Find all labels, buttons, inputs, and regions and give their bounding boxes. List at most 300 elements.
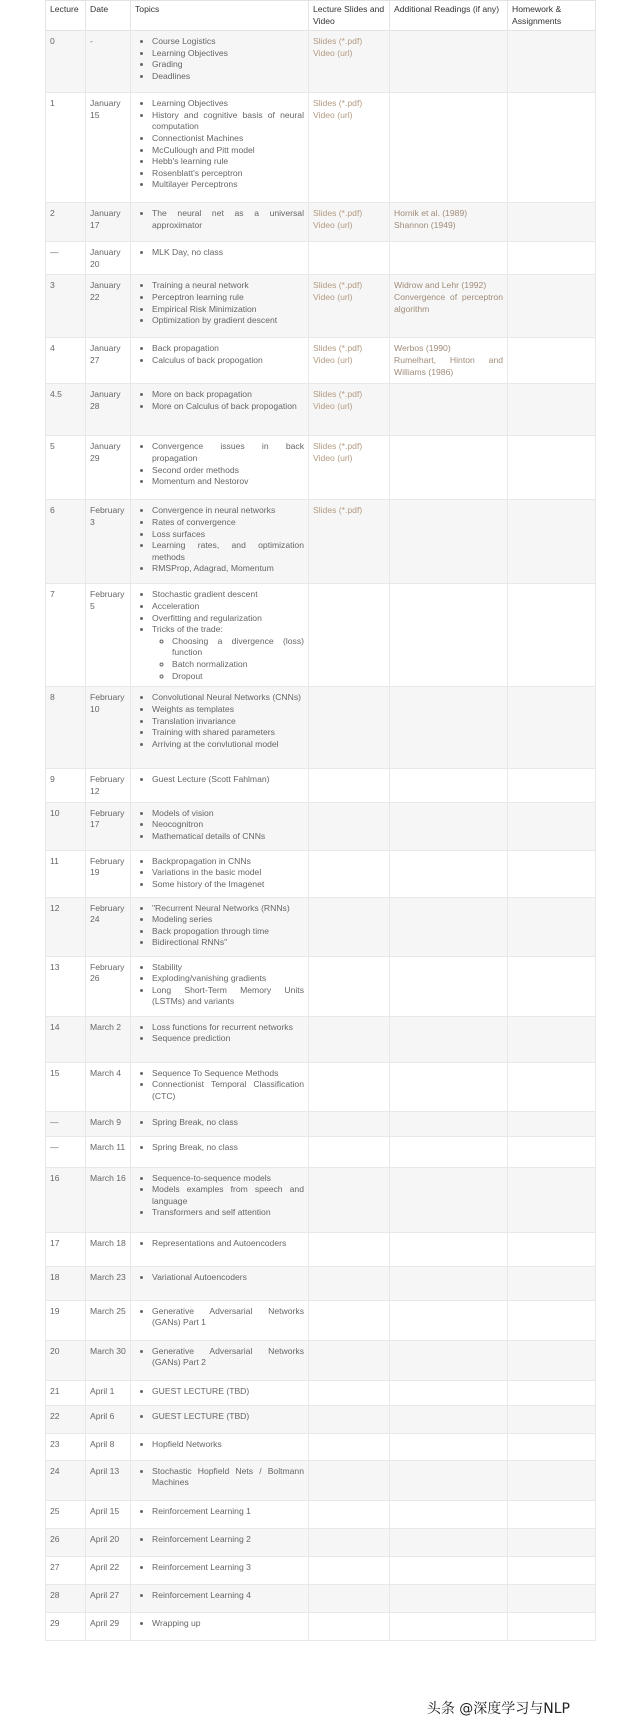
topics-cell	[131, 1528, 309, 1556]
lecture-number-cell: 14	[46, 1016, 86, 1062]
topic-text: Learning Objectives	[152, 47, 228, 58]
readings-cell	[390, 1340, 508, 1380]
header-homework: Homework & Assignments	[508, 1, 596, 31]
slides-video-cell	[309, 1340, 390, 1380]
table-row	[46, 769, 596, 802]
slides-link[interactable]: Slides (*.pdf)	[313, 343, 363, 354]
topics-list	[135, 389, 304, 412]
video-link[interactable]: Video (url)	[313, 47, 353, 58]
topic-item	[152, 1590, 304, 1602]
topic-text: More on back propagation	[152, 389, 252, 400]
topic-item	[152, 601, 304, 613]
topic-item	[152, 1618, 304, 1630]
homework-cell	[508, 802, 596, 850]
slides-video-cell	[309, 436, 390, 500]
topic-text: Back propogation through time	[152, 925, 270, 936]
topic-item	[152, 985, 304, 1008]
video-link[interactable]: Video (url)	[313, 291, 353, 302]
reading-link[interactable]: Shannon (1949)	[394, 219, 456, 230]
lecture-number-cell: 13	[46, 956, 86, 1016]
date-cell: April 8	[86, 1433, 131, 1460]
lecture-number-cell: 4.5	[46, 384, 86, 436]
topic-item	[152, 343, 304, 355]
date-cell: March 30	[86, 1340, 131, 1380]
slides-video-cell	[309, 1232, 390, 1266]
topic-text: Long Short-Term Memory Units (LSTMs) and variants	[152, 984, 304, 1007]
topics-cell	[131, 1612, 309, 1640]
slides-video-cell	[309, 1380, 390, 1405]
slides-link[interactable]: Slides (*.pdf)	[313, 505, 363, 516]
table-row	[46, 500, 596, 584]
slides-video-cell	[309, 1111, 390, 1136]
table-row	[46, 1300, 596, 1340]
date-cell: February 3	[86, 500, 131, 584]
slides-video-cell	[309, 1062, 390, 1111]
topic-text: Weights as templates	[152, 703, 234, 714]
header-row	[46, 1, 596, 31]
lecture-number-cell: 6	[46, 500, 86, 584]
header-date: Date	[86, 1, 131, 31]
topic-text: Variations in the basic model	[152, 867, 262, 878]
date-cell: February 12	[86, 769, 131, 802]
lecture-number-cell: 26	[46, 1528, 86, 1556]
topic-text: Convolutional Neural Networks (CNNs)	[152, 692, 302, 703]
topic-text: Models of vision	[152, 807, 214, 818]
topic-text: Reinforcement Learning 4	[152, 1589, 251, 1600]
date-cell: March 18	[86, 1232, 131, 1266]
readings-cell	[390, 802, 508, 850]
date-cell: April 13	[86, 1460, 131, 1500]
date-cell: January 20	[86, 242, 131, 275]
readings-cell	[390, 1136, 508, 1167]
topics-list	[135, 774, 304, 786]
topic-text: Generative Adversarial Networks (GANs) Part 2	[152, 1345, 304, 1368]
slides-video-cell	[309, 93, 390, 203]
slides-video-cell	[309, 1584, 390, 1612]
topic-item	[152, 1506, 304, 1518]
topic-item	[152, 1411, 304, 1423]
topics-list	[135, 1142, 304, 1154]
topic-item	[152, 926, 304, 938]
lecture-number-cell: 1	[46, 93, 86, 203]
readings-cell	[390, 1266, 508, 1300]
topic-item	[152, 389, 304, 401]
date-cell: April 29	[86, 1612, 131, 1640]
lecture-number-cell: 27	[46, 1556, 86, 1584]
topic-text: Learning rates, and optimization methods	[152, 540, 304, 562]
slides-video-cell	[309, 956, 390, 1016]
topic-item	[152, 879, 304, 891]
topic-text: Exploding/vanishing gradients	[152, 973, 267, 984]
homework-cell	[508, 897, 596, 956]
topic-text: Learning Objectives	[152, 98, 228, 109]
topic-text: Grading	[152, 59, 183, 70]
topic-item	[152, 145, 304, 157]
topics-cell	[131, 436, 309, 500]
topic-item	[152, 727, 304, 739]
homework-cell	[508, 1062, 596, 1111]
homework-cell	[508, 1300, 596, 1340]
topic-item	[152, 110, 304, 133]
readings-cell	[390, 1584, 508, 1612]
topics-cell	[131, 1584, 309, 1612]
table-row	[46, 897, 596, 956]
homework-cell	[508, 1584, 596, 1612]
homework-cell	[508, 338, 596, 384]
topics-list	[135, 1466, 304, 1489]
topic-item	[152, 819, 304, 831]
lecture-number-cell: 12	[46, 897, 86, 956]
topics-cell	[131, 500, 309, 584]
slides-video-cell	[309, 584, 390, 687]
readings-cell	[390, 242, 508, 275]
header-lecture: Lecture	[46, 1, 86, 31]
topics-cell	[131, 1500, 309, 1528]
topics-list	[135, 808, 304, 843]
slides-video-cell	[309, 1300, 390, 1340]
topics-list	[135, 247, 304, 259]
table-row	[46, 1340, 596, 1380]
readings-cell	[390, 1612, 508, 1640]
slides-link[interactable]: Slides (*.pdf)	[313, 98, 363, 109]
date-cell: April 6	[86, 1405, 131, 1433]
video-link[interactable]: Video (url)	[313, 354, 353, 365]
readings-cell	[390, 1016, 508, 1062]
lecture-number-cell: 18	[46, 1266, 86, 1300]
topic-item	[152, 1562, 304, 1574]
homework-cell	[508, 275, 596, 338]
video-link[interactable]: Video (url)	[313, 452, 353, 463]
topic-text: Reinforcement Learning 2	[152, 1533, 251, 1544]
topics-list	[135, 856, 304, 891]
topics-cell	[131, 1111, 309, 1136]
slides-link[interactable]: Slides (*.pdf)	[313, 280, 363, 291]
lecture-number-cell: 2	[46, 203, 86, 242]
topics-list	[135, 1068, 304, 1103]
slides-video-cell	[309, 500, 390, 584]
topics-list	[135, 505, 304, 575]
topic-text: Loss surfaces	[152, 528, 206, 539]
topics-list	[135, 903, 304, 949]
topic-item	[152, 716, 304, 728]
readings-cell	[390, 1062, 508, 1111]
slides-video-cell	[309, 1500, 390, 1528]
topic-text: GUEST LECTURE (TBD)	[152, 1385, 250, 1396]
topic-text: Sequence-to-sequence models	[152, 1172, 271, 1183]
topics-list	[135, 1534, 304, 1546]
reading-link[interactable]: Hornik et al. (1989)	[394, 208, 468, 219]
topic-text: Bidirectional RNNs"	[152, 937, 228, 948]
homework-cell	[508, 1556, 596, 1584]
readings-cell	[390, 1232, 508, 1266]
topic-item	[152, 168, 304, 180]
topic-item	[152, 704, 304, 716]
date-cell: February 24	[86, 897, 131, 956]
topic-text: Arriving at the convlutional model	[152, 738, 279, 749]
homework-cell	[508, 584, 596, 687]
topic-item	[152, 808, 304, 820]
topic-text: Perceptron learning rule	[152, 291, 244, 302]
topic-item	[152, 1068, 304, 1080]
topic-item	[152, 280, 304, 292]
topic-text: Connectionist Machines	[152, 132, 244, 143]
topics-cell	[131, 1556, 309, 1584]
readings-cell	[390, 1433, 508, 1460]
topic-text: Convergence in neural networks	[152, 505, 276, 516]
topics-list	[135, 1238, 304, 1250]
video-link[interactable]: Video (url)	[313, 219, 353, 230]
homework-cell	[508, 1232, 596, 1266]
topics-list	[135, 1562, 304, 1574]
topics-cell	[131, 275, 309, 338]
lecture-number-cell: 19	[46, 1300, 86, 1340]
readings-cell	[390, 31, 508, 93]
topic-item	[152, 1386, 304, 1398]
homework-cell	[508, 1500, 596, 1528]
topics-cell	[131, 769, 309, 802]
topics-list	[135, 1439, 304, 1451]
homework-cell	[508, 1340, 596, 1380]
topic-item	[152, 465, 304, 477]
readings-cell	[390, 850, 508, 897]
slides-video-cell	[309, 1016, 390, 1062]
topics-list	[135, 1022, 304, 1045]
table-row	[46, 1612, 596, 1640]
lecture-number-cell: 24	[46, 1460, 86, 1500]
topic-item	[152, 505, 304, 517]
topics-list	[135, 1411, 304, 1423]
topic-item	[152, 98, 304, 110]
slides-video-cell	[309, 687, 390, 769]
header-additional-readings: Additional Readings (if any)	[390, 1, 508, 31]
homework-cell	[508, 1460, 596, 1500]
topic-text: Rosenblatt's perceptron	[152, 167, 243, 178]
topic-item	[152, 529, 304, 541]
topics-list	[135, 692, 304, 750]
slides-video-cell	[309, 1136, 390, 1167]
date-cell: February 5	[86, 584, 131, 687]
topic-text: Hebb's learning rule	[152, 156, 229, 167]
readings-cell	[390, 1111, 508, 1136]
topic-text: Translation invariance	[152, 715, 236, 726]
topics-list	[135, 98, 304, 191]
lecture-number-cell: —	[46, 242, 86, 275]
topic-text: Back propagation	[152, 343, 219, 354]
topics-cell	[131, 1136, 309, 1167]
topics-list	[135, 280, 304, 326]
topic-text: Sequence To Sequence Methods	[152, 1067, 279, 1078]
table-row	[46, 384, 596, 436]
topic-text: Hopfield Networks	[152, 1438, 222, 1449]
lecture-number-cell: 3	[46, 275, 86, 338]
homework-cell	[508, 1612, 596, 1640]
table-row	[46, 1584, 596, 1612]
reading-link[interactable]: Rumelhart, Hinton and Williams (1986)	[394, 354, 503, 377]
table-row	[46, 850, 596, 897]
homework-cell	[508, 1016, 596, 1062]
topic-item	[152, 739, 304, 751]
topic-item	[152, 867, 304, 879]
topic-item	[152, 1439, 304, 1451]
topic-item	[152, 1117, 304, 1129]
topic-text: Transformers and self attention	[152, 1207, 271, 1218]
topics-cell	[131, 687, 309, 769]
course-schedule-table	[45, 0, 596, 1641]
table-row	[46, 1460, 596, 1500]
topics-cell	[131, 1380, 309, 1405]
date-cell: February 19	[86, 850, 131, 897]
topics-cell	[131, 1232, 309, 1266]
topic-item	[152, 1466, 304, 1489]
topic-item	[152, 1346, 304, 1369]
topics-list	[135, 1173, 304, 1219]
subtopic-item: ◦ Dropout	[172, 671, 304, 683]
topics-cell	[131, 584, 309, 687]
readings-cell	[390, 384, 508, 436]
slides-video-cell	[309, 242, 390, 275]
topics-list	[135, 1590, 304, 1602]
table-row	[46, 436, 596, 500]
table-row	[46, 203, 596, 242]
topic-item	[152, 1033, 304, 1045]
readings-cell	[390, 1167, 508, 1232]
topic-item	[152, 401, 304, 413]
slides-video-cell	[309, 1460, 390, 1500]
topic-item	[152, 774, 304, 786]
topics-cell	[131, 897, 309, 956]
topic-item	[152, 247, 304, 259]
topics-cell	[131, 1340, 309, 1380]
topic-item	[152, 613, 304, 625]
table-row	[46, 1016, 596, 1062]
topic-text: Empirical Risk Minimization	[152, 303, 257, 314]
date-cell: February 17	[86, 802, 131, 850]
topic-item	[152, 133, 304, 145]
slides-video-cell	[309, 1266, 390, 1300]
topics-cell	[131, 1300, 309, 1340]
topics-cell	[131, 1266, 309, 1300]
slides-video-cell	[309, 897, 390, 956]
video-link[interactable]: Video (url)	[313, 400, 353, 411]
topic-text: GUEST LECTURE (TBD)	[152, 1410, 250, 1421]
reading-link[interactable]: Werbos (1990)	[394, 343, 451, 354]
readings-cell	[390, 584, 508, 687]
topics-cell	[131, 1405, 309, 1433]
table-row	[46, 1500, 596, 1528]
homework-cell	[508, 500, 596, 584]
topic-text: Reinforcement Learning 3	[152, 1561, 251, 1572]
reading-link[interactable]: Convergence of perceptron algorithm	[394, 291, 503, 314]
topic-item	[152, 589, 304, 601]
topic-text: Neocognitron	[152, 819, 204, 830]
readings-cell	[390, 956, 508, 1016]
topic-item	[152, 914, 304, 926]
lecture-number-cell: 25	[46, 1500, 86, 1528]
table-row	[46, 1167, 596, 1232]
readings-cell	[390, 1380, 508, 1405]
topic-text: Tricks of the trade:	[152, 624, 223, 635]
date-cell: March 4	[86, 1062, 131, 1111]
homework-cell	[508, 436, 596, 500]
lecture-number-cell: 0	[46, 31, 86, 93]
date-cell: February 26	[86, 956, 131, 1016]
topics-list	[135, 1386, 304, 1398]
slides-link[interactable]: Slides (*.pdf)	[313, 36, 363, 47]
homework-cell	[508, 1380, 596, 1405]
topics-list	[135, 962, 304, 1008]
readings-cell	[390, 500, 508, 584]
readings-cell	[390, 1300, 508, 1340]
readings-cell	[390, 1556, 508, 1584]
table-row	[46, 31, 596, 93]
lecture-number-cell: 7	[46, 584, 86, 687]
slides-link[interactable]: Slides (*.pdf)	[313, 441, 363, 452]
slides-video-cell	[309, 384, 390, 436]
homework-cell	[508, 687, 596, 769]
table-header	[46, 1, 596, 31]
lecture-number-cell: 21	[46, 1380, 86, 1405]
topics-list	[135, 1346, 304, 1369]
topics-cell	[131, 384, 309, 436]
topics-cell	[131, 802, 309, 850]
topic-text: "Recurrent Neural Networks (RNNs)	[152, 902, 290, 913]
topic-item	[152, 208, 304, 231]
date-cell: March 23	[86, 1266, 131, 1300]
table-row	[46, 584, 596, 687]
topic-text: Optimization by gradient descent	[152, 315, 278, 326]
date-cell: January 15	[86, 93, 131, 203]
table-row	[46, 338, 596, 384]
lecture-number-cell: —	[46, 1136, 86, 1167]
readings-cell	[390, 897, 508, 956]
topics-cell	[131, 1460, 309, 1500]
slides-video-cell	[309, 1433, 390, 1460]
topic-text: Multilayer Perceptrons	[152, 179, 238, 190]
topic-text: Rates of convergence	[152, 516, 236, 527]
slides-video-cell	[309, 1405, 390, 1433]
topic-text: Course Logistics	[152, 36, 216, 47]
topic-text: Backpropagation in CNNs	[152, 855, 251, 866]
slides-video-cell	[309, 1612, 390, 1640]
video-link[interactable]: Video (url)	[313, 109, 353, 120]
topic-item	[152, 973, 304, 985]
topic-item	[152, 831, 304, 843]
reading-link[interactable]: Widrow and Lehr (1992)	[394, 280, 487, 291]
topic-item	[152, 71, 304, 83]
topic-item	[152, 563, 304, 575]
readings-cell	[390, 93, 508, 203]
slides-video-cell	[309, 850, 390, 897]
slides-video-cell	[309, 802, 390, 850]
table-row	[46, 1111, 596, 1136]
topic-text: Training a neural network	[152, 280, 249, 291]
topics-list	[135, 36, 304, 82]
date-cell: March 25	[86, 1300, 131, 1340]
slides-link[interactable]: Slides (*.pdf)	[313, 389, 363, 400]
homework-cell	[508, 384, 596, 436]
date-cell: January 28	[86, 384, 131, 436]
homework-cell	[508, 242, 596, 275]
topic-text: MLK Day, no class	[152, 247, 224, 258]
readings-cell	[390, 1460, 508, 1500]
topics-list	[135, 441, 304, 487]
date-cell: March 2	[86, 1016, 131, 1062]
homework-cell	[508, 1266, 596, 1300]
slides-link[interactable]: Slides (*.pdf)	[313, 208, 363, 219]
topic-item	[152, 1079, 304, 1102]
homework-cell	[508, 769, 596, 802]
topic-text: Sequence prediction	[152, 1033, 231, 1044]
